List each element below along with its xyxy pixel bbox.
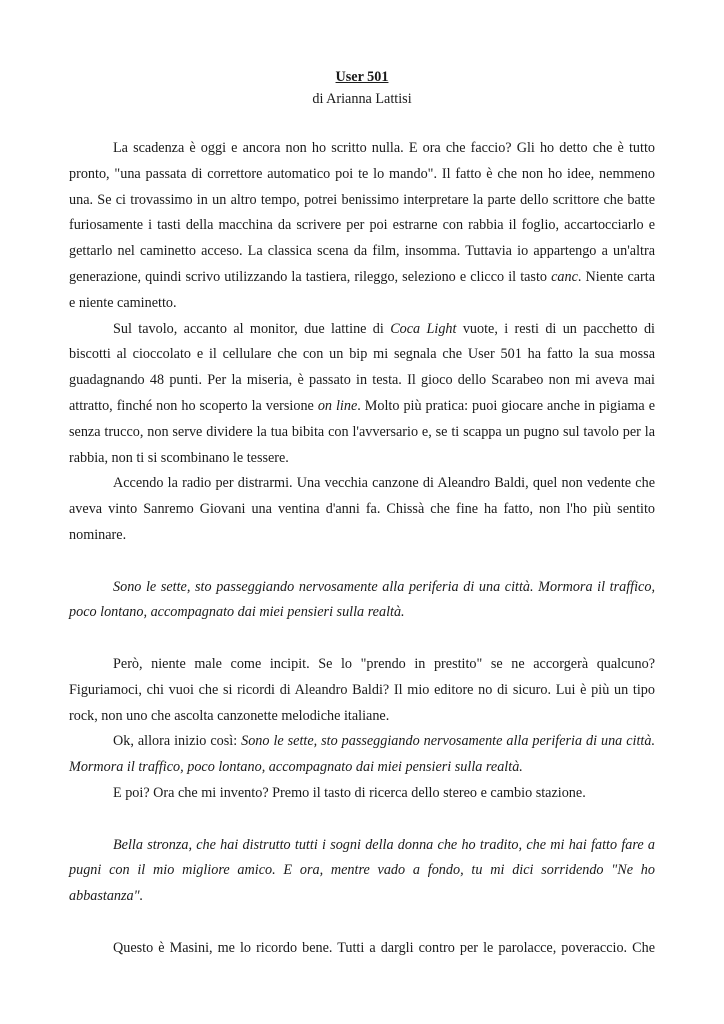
paragraph-9: Questo è Masini, me lo ricordo bene. Tutti a dargli contro per le parolacce, poveraccio. Che xyxy=(113,939,655,956)
paragraph-4-lyrics: Sono le sette, sto passeggiando nervosamente alla periferia di una città. Mormora il traffico, poco lontano, accompagnato dai miei pensieri sulla realtà. xyxy=(69,578,655,621)
document-title: User 501 xyxy=(335,69,389,85)
paragraph-3: Accendo la radio per distrarmi. Una vecchia canzone di Aleandro Baldi, quel non vedente che aveva vinto Sanremo Giovani una ventina d'anni fa. Chissà che fine ha fatto, non l'ho più sentito nominare. xyxy=(69,475,655,543)
paragraph-1 xyxy=(69,136,655,317)
paragraph-6-text-a: Ok, allora inizio così: xyxy=(113,733,242,750)
paragraph-6 xyxy=(69,729,655,781)
paragraph-2-emphasis-1: Coca Light xyxy=(390,320,457,337)
document-page xyxy=(69,66,655,962)
paragraph-7: E poi? Ora che mi invento? Premo il tasto di ricerca dello stereo e cambio stazione. xyxy=(113,784,586,801)
paragraph-1-text-b: . Niente carta e niente caminetto. xyxy=(69,268,656,311)
paragraph-2-text-b: vuote, i resti di un pacchetto di biscotti al cioccolato e il cellulare che con un bip mi segnala che User 501 ha fatto la sua mossa guadagnando 48 punti. Per la miseria, è passato in testa. Il gioco dello Scarabeo non mi aveva mai attratto, finché non ho scoperto la versione xyxy=(69,320,655,414)
paragraph-1-emphasis: canc xyxy=(551,268,578,285)
paragraph-2 xyxy=(69,317,655,472)
paragraph-1-text-a: La scadenza è oggi e ancora non ho scritto nulla. E ora che faccio? Gli ho detto che è tutto pronto, "una passata di correttore automatico poi te lo mando". Il fatto è che non ho idee, nemmeno una. Se ci trovassimo in un altro tempo, potrei benissimo interpretare la parte dello scrittore che batte furiosamente i tasti della macchina da scrivere per poi estrarne con rabbia il foglio, accartocciarlo e gettarlo nel caminetto acceso. La classica scena da film, insomma. Tuttavia io appartengo a un'altra generazione, quindi scrivo utilizzando la tastiera, rileggo, seleziono e clicco il tasto xyxy=(69,140,655,285)
paragraph-6-emphasis: Sono le sette, sto passeggiando nervosamente alla periferia di una città. Mormora il traffico, poco lontano, accompagnato dai miei pensieri sulla realtà. xyxy=(69,733,655,776)
paragraph-8-lyrics: Bella stronza, che hai distrutto tutti i sogni della donna che ho tradito, che mi hai fatto fare a pugni con il mio migliore amico. E ora, mentre vado a fondo, tu mi dici sorridendo "Ne ho abbastanza". xyxy=(69,836,655,905)
paragraph-2-emphasis-2: on line xyxy=(317,397,358,414)
document-author: di Arianna Lattisi xyxy=(312,91,412,107)
paragraph-2-text-a: Sul tavolo, accanto al monitor, due lattine di xyxy=(113,320,391,337)
paragraph-2-text-c: . Molto più pratica: puoi giocare anche in pigiama e senza trucco, non serve dividere la tua bibita con l'avversario e, se ti scappa un pugno sul tavolo per la rabbia, non ti si scombinano le tessere. xyxy=(69,397,655,466)
paragraph-5: Però, niente male come incipit. Se lo "prendo in prestito" se ne accorgerà qualcuno? Figuriamoci, chi vuoi che si ricordi di Aleandro Baldi? Il mio editore no di sicuro. Lui è più un tipo rock, non uno che ascolta canzonette melodiche italiane. xyxy=(69,655,655,724)
